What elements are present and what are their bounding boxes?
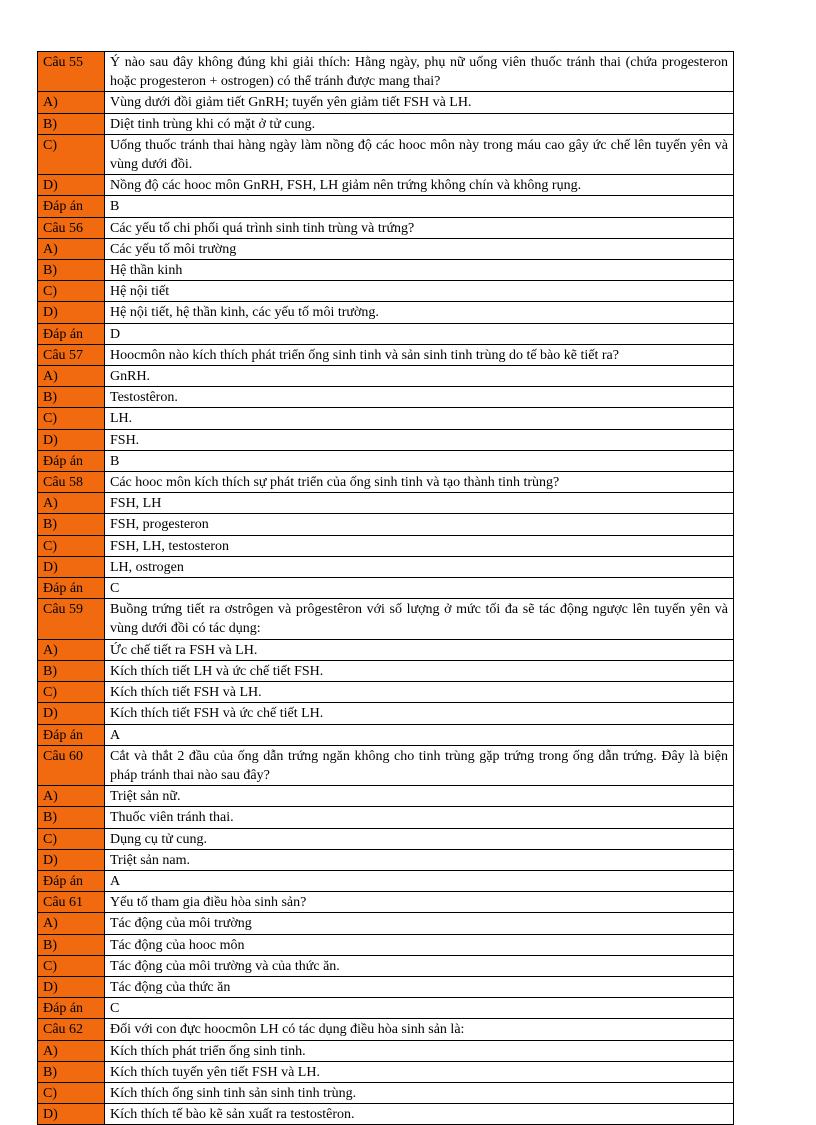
option-row [38,366,734,387]
option-row [38,238,734,259]
option-row-label: C) [38,408,105,429]
option-row-label: C) [38,281,105,302]
answer-row-text: B [105,450,734,471]
answer-row-label: Đáp án [38,196,105,217]
answer-row-text: B [105,196,734,217]
question-row [38,892,734,913]
option-row-label: C) [38,134,105,174]
question-row [38,472,734,493]
option-row-text: Uống thuốc tránh thai hàng ngày làm nồng độ các hooc môn này trong máu cao gây ức chế lên tuyến yên và vùng dưới đồi. [105,134,734,174]
option-row-text: FSH, LH [105,493,734,514]
option-row [38,92,734,113]
answer-row [38,196,734,217]
option-row [38,302,734,323]
question-row-text: Buồng trứng tiết ra ơstrôgen và prôgestêron với số lượng ở mức tối đa sẽ tác động ngược lên tuyến yên và vùng dưới đồi có tác dụng: [105,599,734,639]
question-row-label: Câu 59 [38,599,105,639]
option-row-label: C) [38,535,105,556]
option-row-label: A) [38,1040,105,1061]
option-row [38,786,734,807]
option-row-label: A) [38,92,105,113]
answer-row-text: D [105,323,734,344]
option-row-text: Hệ thần kinh [105,260,734,281]
question-row-label: Câu 62 [38,1019,105,1040]
option-row [38,429,734,450]
option-row [38,260,734,281]
question-row-label: Câu 57 [38,344,105,365]
option-row-text: Kích thích tuyến yên tiết FSH và LH. [105,1061,734,1082]
option-row [38,514,734,535]
option-row [38,175,734,196]
option-row-label: D) [38,849,105,870]
option-row [38,660,734,681]
question-row-text: Các hooc môn kích thích sự phát triển của ống sinh tinh và tạo thành tinh trùng? [105,472,734,493]
question-row [38,217,734,238]
option-row-text: LH, ostrogen [105,556,734,577]
option-row-text: Ức chế tiết ra FSH và LH. [105,639,734,660]
question-row-text: Hoocmôn nào kích thích phát triển ống sinh tinh và sản sinh tinh trùng do tế bào kẽ tiết ra? [105,344,734,365]
option-row [38,556,734,577]
answer-row-label: Đáp án [38,870,105,891]
option-row [38,1040,734,1061]
option-row-label: B) [38,660,105,681]
answer-row [38,870,734,891]
answer-row [38,578,734,599]
option-row [38,849,734,870]
question-row-text: Đối với con đực hoocmôn LH có tác dụng điều hòa sinh sản là: [105,1019,734,1040]
option-row-label: A) [38,238,105,259]
question-row [38,745,734,785]
option-row [38,281,734,302]
option-row-text: FSH, LH, testosteron [105,535,734,556]
option-row-text: Kích thích tiết FSH và LH. [105,682,734,703]
option-row-text: Vùng dưới đồi giảm tiết GnRH; tuyến yên giảm tiết FSH và LH. [105,92,734,113]
option-row-text: Hệ nội tiết, hệ thần kinh, các yếu tố môi trường. [105,302,734,323]
option-row [38,913,734,934]
option-row [38,976,734,997]
option-row-label: A) [38,366,105,387]
question-row-label: Câu 56 [38,217,105,238]
option-row-label: D) [38,976,105,997]
option-row-text: Kích thích tế bào kẽ sản xuất ra testostêron. [105,1104,734,1125]
option-row-label: B) [38,514,105,535]
option-row-text: Kích thích phát triển ống sinh tinh. [105,1040,734,1061]
answer-row-text: A [105,724,734,745]
question-row-label: Câu 55 [38,52,105,92]
answer-row-label: Đáp án [38,450,105,471]
option-row-text: Triệt sản nữ. [105,786,734,807]
option-row [38,682,734,703]
option-row-text: Dụng cụ tử cung. [105,828,734,849]
question-table [37,51,734,1125]
answer-row-text: C [105,998,734,1019]
option-row [38,1104,734,1125]
question-row-text: Yếu tố tham gia điều hòa sinh sản? [105,892,734,913]
answer-row-text: A [105,870,734,891]
option-row-text: FSH, progesteron [105,514,734,535]
question-row-label: Câu 58 [38,472,105,493]
option-row-text: FSH. [105,429,734,450]
option-row-label: A) [38,913,105,934]
option-row [38,639,734,660]
option-row-text: Testostêron. [105,387,734,408]
answer-row-label: Đáp án [38,323,105,344]
option-row [38,535,734,556]
question-row [38,344,734,365]
option-row-label: A) [38,639,105,660]
option-row-label: D) [38,175,105,196]
question-row-text: Các yếu tố chi phối quá trình sinh tinh trùng và trứng? [105,217,734,238]
question-row-text: Cắt và thắt 2 đầu của ống dẫn trứng ngăn không cho tinh trùng gặp trứng trong ống dẫn trứng. Đây là biện pháp tránh thai nào sau đây? [105,745,734,785]
option-row [38,955,734,976]
option-row-label: A) [38,786,105,807]
option-row [38,493,734,514]
option-row-text: GnRH. [105,366,734,387]
option-row-label: B) [38,113,105,134]
option-row-label: B) [38,387,105,408]
option-row-label: C) [38,682,105,703]
question-row [38,599,734,639]
option-row-label: D) [38,556,105,577]
option-row-label: D) [38,1104,105,1125]
option-row [38,934,734,955]
option-row [38,807,734,828]
option-row-text: Tác động của môi trường [105,913,734,934]
answer-row [38,998,734,1019]
option-row [38,703,734,724]
answer-row-label: Đáp án [38,724,105,745]
option-row-text: Tác động của thức ăn [105,976,734,997]
option-row-text: Kích thích tiết LH và ức chế tiết FSH. [105,660,734,681]
option-row [38,1061,734,1082]
option-row-label: B) [38,1061,105,1082]
option-row-label: B) [38,934,105,955]
option-row-text: Tác động của hooc môn [105,934,734,955]
question-row-label: Câu 61 [38,892,105,913]
option-row [38,1082,734,1103]
answer-row-label: Đáp án [38,578,105,599]
option-row-label: C) [38,955,105,976]
option-row [38,113,734,134]
option-row-label: D) [38,703,105,724]
option-row-text: Kích thích tiết FSH và ức chế tiết LH. [105,703,734,724]
option-row [38,134,734,174]
option-row-label: A) [38,493,105,514]
option-row [38,408,734,429]
option-row [38,387,734,408]
option-row-text: Diệt tinh trùng khi có mặt ở tử cung. [105,113,734,134]
question-row-label: Câu 60 [38,745,105,785]
question-table-body [38,52,734,1125]
question-row-text: Ý nào sau đây không đúng khi giải thích: Hằng ngày, phụ nữ uống viên thuốc tránh thai (chứa progesteron hoặc progesteron + ostrogen) có thể tránh được mang thai? [105,52,734,92]
option-row-label: D) [38,429,105,450]
option-row-label: C) [38,1082,105,1103]
option-row-text: Hệ nội tiết [105,281,734,302]
option-row-label: B) [38,260,105,281]
answer-row [38,323,734,344]
option-row [38,828,734,849]
question-row [38,1019,734,1040]
answer-row [38,724,734,745]
answer-row-text: C [105,578,734,599]
answer-row-label: Đáp án [38,998,105,1019]
option-row-text: Các yếu tố môi trường [105,238,734,259]
option-row-label: D) [38,302,105,323]
question-row [38,52,734,92]
answer-row [38,450,734,471]
option-row-text: Tác động của môi trường và của thức ăn. [105,955,734,976]
option-row-label: B) [38,807,105,828]
option-row-text: Triệt sản nam. [105,849,734,870]
option-row-text: LH. [105,408,734,429]
option-row-label: C) [38,828,105,849]
option-row-text: Nồng độ các hooc môn GnRH, FSH, LH giảm nên trứng không chín và không rụng. [105,175,734,196]
option-row-text: Kích thích ống sinh tinh sản sinh tinh trùng. [105,1082,734,1103]
option-row-text: Thuốc viên tránh thai. [105,807,734,828]
